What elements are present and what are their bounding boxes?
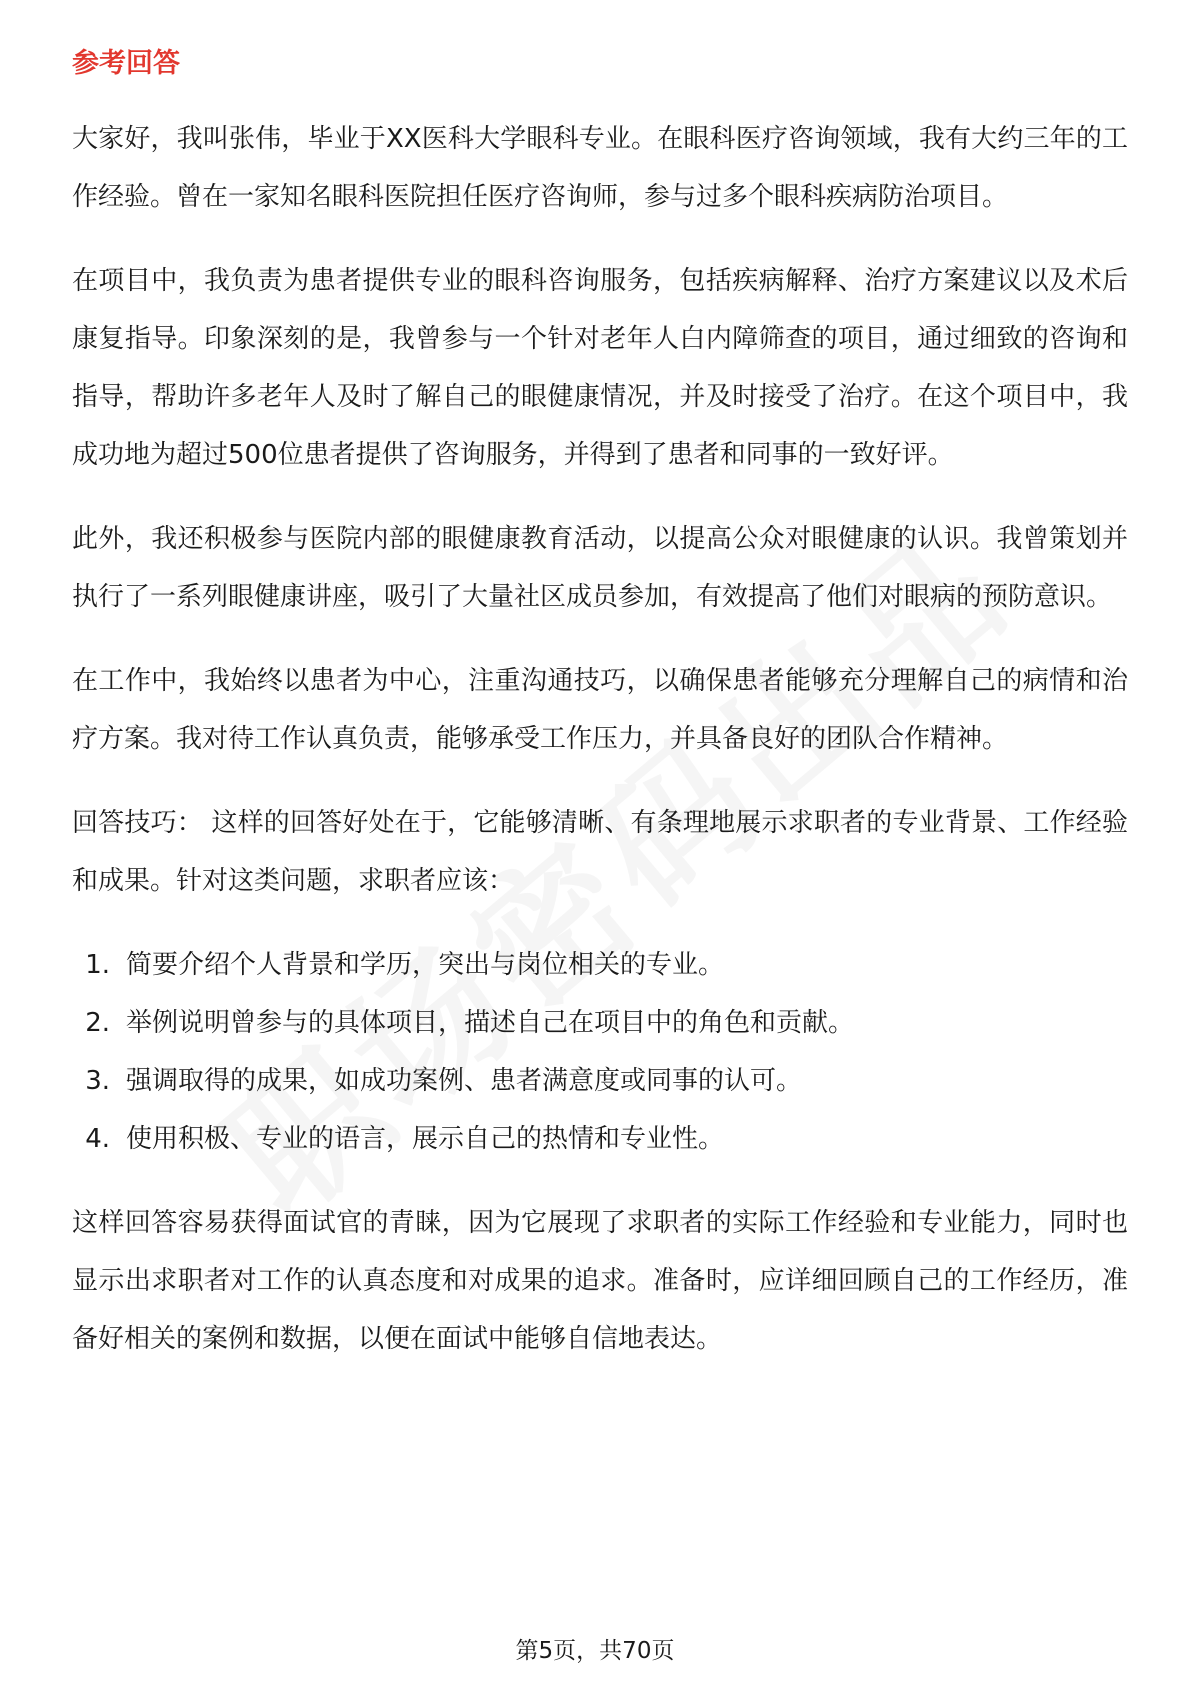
list-item xyxy=(72,936,1128,994)
list-item xyxy=(72,994,1128,1052)
list-item xyxy=(72,1110,1128,1168)
list-item-text: 强调取得的成果，如成功案例、患者满意度或同事的认可。 xyxy=(126,1066,803,1096)
paragraph-education-activities: 此外，我还积极参与医院内部的眼健康教育活动，以提高公众对眼健康的认识。我曾策划并执行了一系列眼健康讲座，吸引了大量社区成员参加，有效提高了他们对眼病的预防意识。 xyxy=(72,524,1128,612)
section-heading: 参考回答 xyxy=(72,48,180,79)
list-item-number: 3. xyxy=(85,1066,110,1096)
list-item-text: 简要介绍个人背景和学历，突出与岗位相关的专业。 xyxy=(126,950,725,980)
list-item-number: 1. xyxy=(85,950,110,980)
list-item-text: 使用积极、专业的语言，展示自己的热情和专业性。 xyxy=(126,1124,725,1154)
paragraph-work-attitude: 在工作中，我始终以患者为中心，注重沟通技巧，以确保患者能够充分理解自己的病情和治疗方案。我对待工作认真负责，能够承受工作压力，并具备良好的团队合作精神。 xyxy=(72,666,1128,754)
list-item-text: 举例说明曾参与的具体项目，描述自己在项目中的角色和贡献。 xyxy=(126,1008,855,1038)
document-content xyxy=(72,44,1128,1394)
list-item xyxy=(72,1052,1128,1110)
tips-list xyxy=(72,936,1128,1168)
list-item-number: 2. xyxy=(85,1008,110,1038)
page-number: 第5页，共70页 xyxy=(515,1638,675,1664)
paragraph-closing: 这样回答容易获得面试官的青睐，因为它展现了求职者的实际工作经验和专业能力，同时也显示出求职者对工作的认真态度和对成果的追求。准备时，应详细回顾自己的工作经历，准备好相关的案例和数据，以便在面试中能够自信地表达。 xyxy=(72,1208,1128,1354)
paragraph-project: 在项目中，我负责为患者提供专业的眼科咨询服务，包括疾病解释、治疗方案建议以及术后康复指导。印象深刻的是，我曾参与一个针对老年人白内障筛查的项目，通过细致的咨询和指导，帮助许多老年人及时了解自己的眼健康情况，并及时接受了治疗。在这个项目中，我成功地为超过500位患者提供了咨询服务，并得到了患者和同事的一致好评。 xyxy=(72,266,1128,470)
paragraph-intro: 大家好，我叫张伟，毕业于XX医科大学眼科专业。在眼科医疗咨询领域，我有大约三年的工作经验。曾在一家知名眼科医院担任医疗咨询师，参与过多个眼科疾病防治项目。 xyxy=(72,124,1128,212)
paragraph-answer-tips: 回答技巧： 这样的回答好处在于，它能够清晰、有条理地展示求职者的专业背景、工作经验和成果。针对这类问题，求职者应该： xyxy=(72,808,1128,896)
list-item-number: 4. xyxy=(85,1124,110,1154)
